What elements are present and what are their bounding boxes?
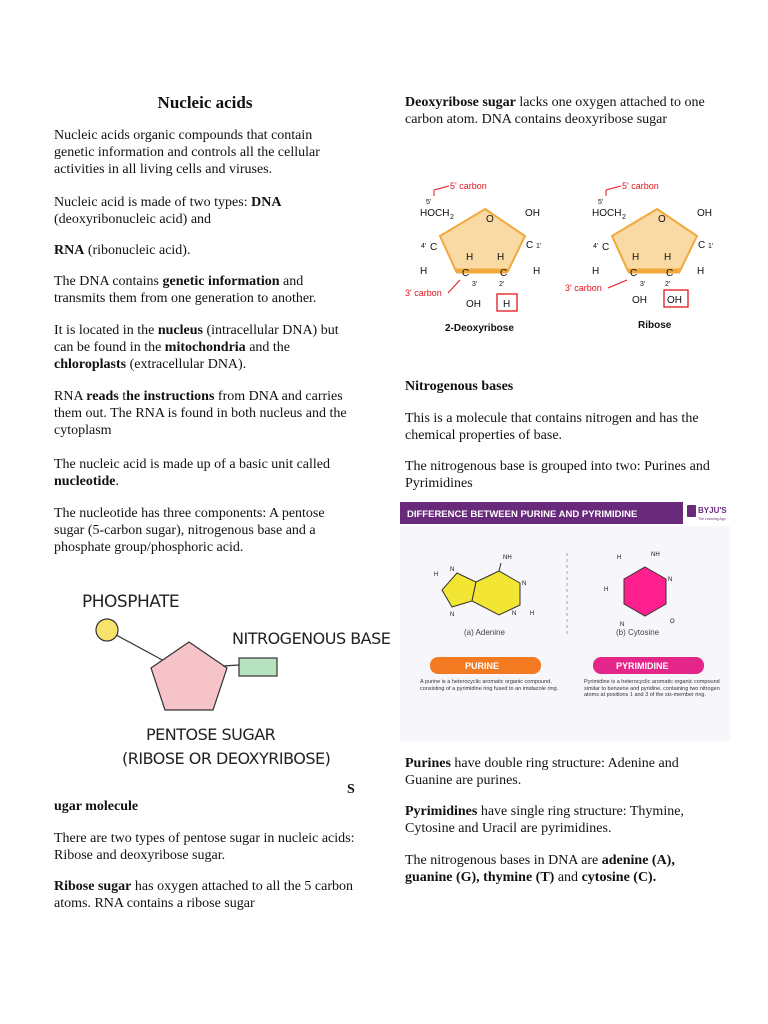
svg-text:5' carbon: 5' carbon <box>450 181 487 191</box>
svg-text:N: N <box>450 612 455 618</box>
ribose-deoxyribose-label: (RIBOSE OR DEOXYRIBOSE) <box>122 749 331 768</box>
svg-text:PURINE: PURINE <box>465 661 500 671</box>
paragraph-rna-reads: RNA reads the instructions from DNA and carries them out. The RNA is found in both nucleus and the cytoplasm <box>54 389 347 438</box>
purine-description: A purine is a heterocyclic aromatic organic compound, consisting of a pyrimidine ring fused to an imidazole ring. <box>420 679 559 692</box>
sugar-structures-figure <box>400 176 714 338</box>
svg-text:C: C <box>430 242 438 253</box>
paragraph-pyrimidines: Pyrimidines have single ring structure: Thymine, Cytosine and Uracil are pyrimidines. <box>405 804 684 836</box>
paragraph-sugar-types: There are two types of pentose sugar in nucleic acids: Ribose and deoxyribose sugar. <box>54 831 355 863</box>
paragraph-nucleotide: The nucleic acid is made up of a basic unit called nucleotide. <box>54 457 331 489</box>
svg-text:N: N <box>512 611 517 617</box>
svg-text:3' carbon: 3' carbon <box>405 288 442 298</box>
phosphate-label: PHOSPHATE <box>82 592 180 612</box>
svg-text:N: N <box>450 567 455 573</box>
paragraph-ribose: Ribose sugar has oxygen attached to all the 5 carbon atoms. RNA contains a ribose sugar <box>54 879 353 911</box>
ribose-structure <box>565 181 713 331</box>
pentose-sugar-label: PENTOSE SUGAR <box>146 725 276 744</box>
svg-text:H: H <box>697 266 705 277</box>
paragraph-components: The nucleotide has three components: A pentose sugar (5-carbon sugar), nitrogenous base and a phosphate group/phosphoric acid. <box>54 506 325 555</box>
svg-text:2: 2 <box>622 214 626 221</box>
paragraph-types: Nucleic acid is made of two types: DNA (deoxyribonucleic acid) and <box>54 195 282 227</box>
svg-text:H: H <box>434 572 439 578</box>
page-title: Nucleic acids <box>157 93 253 112</box>
heading-s-letter: S <box>347 782 355 797</box>
adenine-label: (a) Adenine <box>464 628 505 637</box>
ribose-label: Ribose <box>638 320 672 331</box>
svg-text:N: N <box>522 581 527 587</box>
svg-text:H: H <box>632 252 640 263</box>
svg-text:NH: NH <box>651 552 660 558</box>
nucleotide-diagram <box>74 580 391 775</box>
svg-text:OH: OH <box>667 295 682 306</box>
phosphate-circle <box>96 619 118 641</box>
paragraph-base-groups: The nitrogenous base is grouped into two: Purines and Pyrimidines <box>405 459 710 491</box>
svg-text:OH: OH <box>525 208 540 219</box>
paragraph-base-def: This is a molecule that contains nitrogen and has the chemical properties of base. <box>405 411 699 443</box>
svg-text:PYRIMIDINE: PYRIMIDINE <box>616 661 669 671</box>
svg-text:H: H <box>533 266 541 277</box>
svg-text:5': 5' <box>426 199 432 206</box>
svg-text:HOCH: HOCH <box>592 208 622 219</box>
heading-sugar-molecule: ugar molecule <box>54 799 139 814</box>
svg-text:NH: NH <box>503 555 512 561</box>
paragraph-intro: Nucleic acids organic compounds that contain genetic information and controls all the cellular activities in all living cells and viruses. <box>54 128 320 177</box>
brand-logo: BYJU'S <box>698 506 727 515</box>
pyrimidine-description: Pyrimidine is a heterocyclic aromatic organic compound similar to benzene and pyridine, containing two nitrogen atoms at positions 1 and 3 of the six-member ring. <box>584 679 720 698</box>
figure-banner-text: DIFFERENCE BETWEEN PURINE AND PYRIMIDINE <box>407 509 638 520</box>
base-rectangle <box>239 658 277 676</box>
svg-text:OH: OH <box>697 208 712 219</box>
svg-text:H: H <box>664 252 672 263</box>
svg-text:C: C <box>462 268 470 279</box>
svg-text:H: H <box>592 266 600 277</box>
svg-text:1': 1' <box>536 243 542 250</box>
svg-text:H: H <box>530 611 535 617</box>
svg-text:2': 2' <box>665 281 671 288</box>
svg-text:2: 2 <box>450 214 454 221</box>
svg-text:C: C <box>500 268 508 279</box>
svg-text:3': 3' <box>640 281 646 288</box>
svg-text:C: C <box>602 242 610 253</box>
svg-text:5' carbon: 5' carbon <box>622 181 659 191</box>
purine-pyrimidine-figure <box>400 501 730 741</box>
paragraph-rna: RNA (ribonucleic acid). <box>54 243 191 258</box>
heading-nitrogenous-bases: Nitrogenous bases <box>405 379 514 394</box>
paragraph-dna-info: The DNA contains genetic information and transmits them from one generation to another. <box>54 274 317 306</box>
svg-text:3': 3' <box>472 281 478 288</box>
svg-text:H: H <box>604 587 609 593</box>
svg-text:N: N <box>620 622 625 628</box>
svg-text:H: H <box>503 299 511 310</box>
svg-text:1': 1' <box>708 243 714 250</box>
nitrogenous-base-label: NITROGENOUS BASE <box>232 629 391 648</box>
paragraph-dna-bases: The nitrogenous bases in DNA are adenine (A), guanine (G), thymine (T) and cytosine (C). <box>405 853 675 885</box>
svg-text:2': 2' <box>499 281 505 288</box>
svg-text:5': 5' <box>598 199 604 206</box>
svg-text:H: H <box>497 252 505 263</box>
svg-text:HOCH: HOCH <box>420 208 450 219</box>
svg-text:C: C <box>526 240 534 251</box>
pentose-pentagon <box>151 642 227 710</box>
svg-text:OH: OH <box>466 299 481 310</box>
svg-text:OH: OH <box>632 295 647 306</box>
svg-text:H: H <box>617 555 622 561</box>
svg-text:O: O <box>486 214 494 225</box>
cytosine-label: (b) Cytosine <box>616 628 660 637</box>
svg-text:H: H <box>466 252 474 263</box>
svg-text:4': 4' <box>421 243 427 250</box>
svg-text:4': 4' <box>593 243 599 250</box>
svg-text:H: H <box>420 266 428 277</box>
svg-text:3' carbon: 3' carbon <box>565 283 602 293</box>
paragraph-purines: Purines have double ring structure: Adenine and Guanine are purines. <box>405 756 679 788</box>
svg-text:C: C <box>666 268 674 279</box>
svg-text:C: C <box>630 268 638 279</box>
svg-text:C: C <box>698 240 706 251</box>
svg-text:O: O <box>670 619 675 625</box>
svg-text:O: O <box>658 214 666 225</box>
paragraph-deoxyribose: Deoxyribose sugar lacks one oxygen attached to one carbon atom. DNA contains deoxyribose sugar <box>405 95 705 127</box>
deoxyribose-structure <box>405 181 541 334</box>
paragraph-location: It is located in the nucleus (intracellular DNA) but can be found in the mitochondria and the chloroplasts (extracellular DNA). <box>54 323 339 372</box>
svg-text:The Learning App: The Learning App <box>698 517 726 521</box>
deoxyribose-label: 2-Deoxyribose <box>445 323 514 334</box>
svg-text:N: N <box>668 577 673 583</box>
